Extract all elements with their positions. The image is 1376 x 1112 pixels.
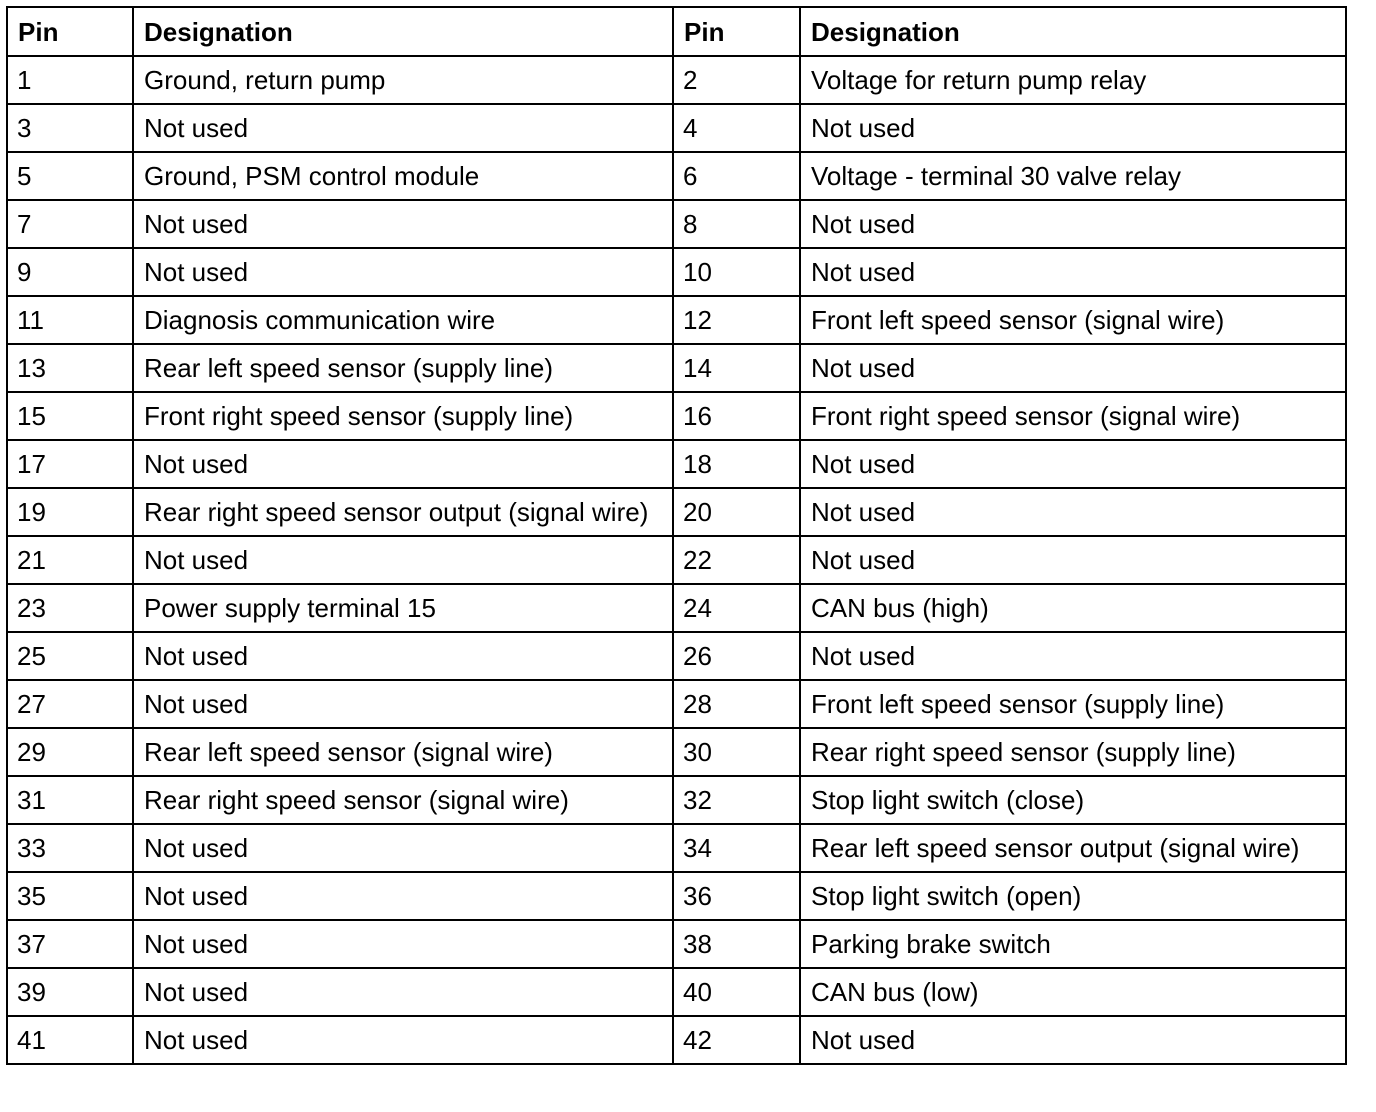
designation-left: Not used <box>133 536 673 584</box>
designation-left: Not used <box>133 1016 673 1064</box>
designation-left: Not used <box>133 104 673 152</box>
table-row <box>7 920 1346 968</box>
pin-number-left: 15 <box>7 392 133 440</box>
table-body <box>7 56 1346 1064</box>
pin-number-right: 30 <box>673 728 800 776</box>
designation-right: Not used <box>800 440 1346 488</box>
pin-number-left: 31 <box>7 776 133 824</box>
designation-right: Front right speed sensor (signal wire) <box>800 392 1346 440</box>
designation-right: Not used <box>800 344 1346 392</box>
pin-number-right: 28 <box>673 680 800 728</box>
table-row <box>7 488 1346 536</box>
designation-right: Not used <box>800 200 1346 248</box>
pin-number-left: 21 <box>7 536 133 584</box>
designation-right: Voltage - terminal 30 valve relay <box>800 152 1346 200</box>
pin-number-left: 9 <box>7 248 133 296</box>
pin-number-left: 33 <box>7 824 133 872</box>
table-row <box>7 344 1346 392</box>
designation-left: Not used <box>133 872 673 920</box>
designation-right: Voltage for return pump relay <box>800 56 1346 104</box>
table-row <box>7 584 1346 632</box>
designation-left: Rear left speed sensor (supply line) <box>133 344 673 392</box>
pin-number-right: 32 <box>673 776 800 824</box>
pin-number-right: 14 <box>673 344 800 392</box>
designation-right: Not used <box>800 248 1346 296</box>
designation-right: Rear left speed sensor output (signal wire) <box>800 824 1346 872</box>
designation-left: Not used <box>133 920 673 968</box>
designation-right: Stop light switch (open) <box>800 872 1346 920</box>
designation-right: Not used <box>800 536 1346 584</box>
header-row <box>7 7 1346 56</box>
table-row <box>7 968 1346 1016</box>
pin-number-right: 8 <box>673 200 800 248</box>
table-row <box>7 680 1346 728</box>
table-row <box>7 392 1346 440</box>
designation-left: Front right speed sensor (supply line) <box>133 392 673 440</box>
pin-number-left: 19 <box>7 488 133 536</box>
pin-number-right: 18 <box>673 440 800 488</box>
designation-left: Ground, return pump <box>133 56 673 104</box>
designation-left: Not used <box>133 440 673 488</box>
pin-number-right: 4 <box>673 104 800 152</box>
designation-left: Not used <box>133 968 673 1016</box>
pin-number-left: 17 <box>7 440 133 488</box>
designation-right: Not used <box>800 632 1346 680</box>
table-row <box>7 56 1346 104</box>
pin-number-left: 29 <box>7 728 133 776</box>
table-row <box>7 776 1346 824</box>
designation-left: Rear right speed sensor (signal wire) <box>133 776 673 824</box>
table-row <box>7 872 1346 920</box>
table-row <box>7 296 1346 344</box>
pin-number-right: 34 <box>673 824 800 872</box>
pin-number-left: 7 <box>7 200 133 248</box>
designation-right: Parking brake switch <box>800 920 1346 968</box>
designation-right: Rear right speed sensor (supply line) <box>800 728 1346 776</box>
header-designation-right: Designation <box>800 7 1346 56</box>
designation-right: Front left speed sensor (supply line) <box>800 680 1346 728</box>
pin-number-left: 1 <box>7 56 133 104</box>
table-row <box>7 440 1346 488</box>
pin-number-left: 3 <box>7 104 133 152</box>
designation-right: Not used <box>800 488 1346 536</box>
designation-right: Stop light switch (close) <box>800 776 1346 824</box>
pin-number-left: 23 <box>7 584 133 632</box>
pin-number-right: 2 <box>673 56 800 104</box>
pin-assignment-table <box>6 6 1347 1065</box>
pin-number-right: 42 <box>673 1016 800 1064</box>
designation-left: Diagnosis communication wire <box>133 296 673 344</box>
pin-number-right: 22 <box>673 536 800 584</box>
table-row <box>7 536 1346 584</box>
pin-number-right: 12 <box>673 296 800 344</box>
pin-number-right: 26 <box>673 632 800 680</box>
table-row <box>7 200 1346 248</box>
designation-right: CAN bus (low) <box>800 968 1346 1016</box>
designation-left: Not used <box>133 680 673 728</box>
designation-left: Power supply terminal 15 <box>133 584 673 632</box>
designation-left: Not used <box>133 824 673 872</box>
table-row <box>7 824 1346 872</box>
designation-left: Rear left speed sensor (signal wire) <box>133 728 673 776</box>
designation-right: CAN bus (high) <box>800 584 1346 632</box>
pin-number-left: 37 <box>7 920 133 968</box>
pin-number-left: 27 <box>7 680 133 728</box>
table-row <box>7 104 1346 152</box>
header-pin-left: Pin <box>7 7 133 56</box>
pin-number-right: 20 <box>673 488 800 536</box>
designation-left: Not used <box>133 632 673 680</box>
table-row <box>7 248 1346 296</box>
designation-right: Front left speed sensor (signal wire) <box>800 296 1346 344</box>
table-row <box>7 152 1346 200</box>
designation-right: Not used <box>800 1016 1346 1064</box>
header-pin-right: Pin <box>673 7 800 56</box>
pin-number-right: 16 <box>673 392 800 440</box>
pin-number-left: 39 <box>7 968 133 1016</box>
pin-number-right: 10 <box>673 248 800 296</box>
designation-right: Not used <box>800 104 1346 152</box>
pin-number-left: 41 <box>7 1016 133 1064</box>
designation-left: Rear right speed sensor output (signal wire) <box>133 488 673 536</box>
table-row <box>7 728 1346 776</box>
table-row <box>7 1016 1346 1064</box>
pin-number-left: 13 <box>7 344 133 392</box>
header-designation-left: Designation <box>133 7 673 56</box>
designation-left: Ground, PSM control module <box>133 152 673 200</box>
pin-number-right: 36 <box>673 872 800 920</box>
table-header <box>7 7 1346 56</box>
pin-number-left: 11 <box>7 296 133 344</box>
pin-number-left: 35 <box>7 872 133 920</box>
pin-number-right: 6 <box>673 152 800 200</box>
pin-number-right: 24 <box>673 584 800 632</box>
table-row <box>7 632 1346 680</box>
pin-number-left: 25 <box>7 632 133 680</box>
pin-number-right: 38 <box>673 920 800 968</box>
pin-number-right: 40 <box>673 968 800 1016</box>
designation-left: Not used <box>133 248 673 296</box>
designation-left: Not used <box>133 200 673 248</box>
pin-number-left: 5 <box>7 152 133 200</box>
